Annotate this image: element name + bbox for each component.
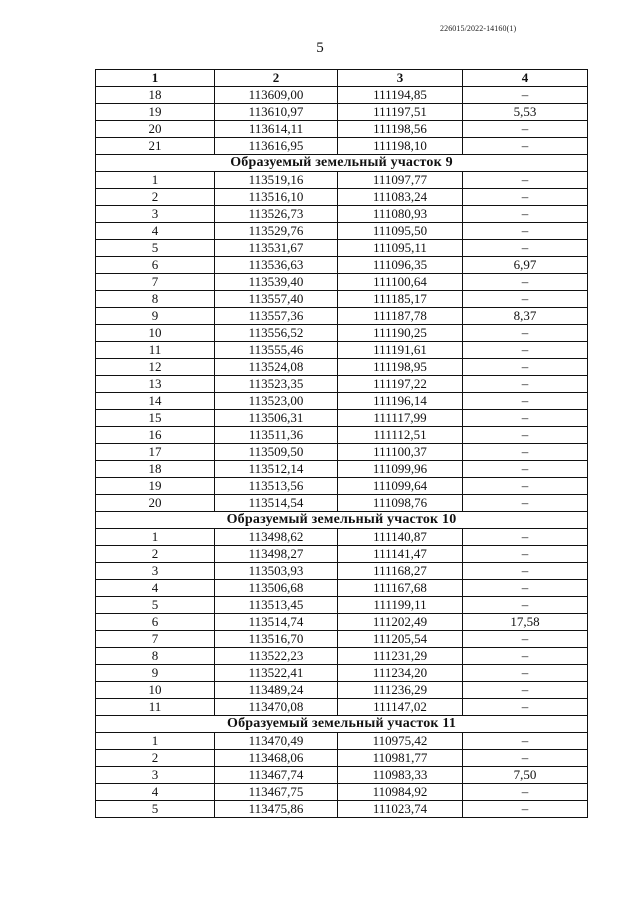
y-coordinate-cell: 111100,37 [338, 444, 463, 461]
distance-cell: 7,50 [463, 767, 588, 784]
point-number-cell: 15 [96, 410, 215, 427]
distance-cell: – [463, 427, 588, 444]
column-header: 3 [338, 70, 463, 87]
point-number-cell: 4 [96, 223, 215, 240]
x-coordinate-cell: 113514,74 [215, 614, 338, 631]
x-coordinate-cell: 113506,31 [215, 410, 338, 427]
x-coordinate-cell: 113509,50 [215, 444, 338, 461]
distance-cell: – [463, 580, 588, 597]
y-coordinate-cell: 111095,50 [338, 223, 463, 240]
table-row [96, 291, 588, 308]
table-row [96, 529, 588, 546]
y-coordinate-cell: 111168,27 [338, 563, 463, 580]
table-row [96, 801, 588, 818]
x-coordinate-cell: 113475,86 [215, 801, 338, 818]
y-coordinate-cell: 111099,96 [338, 461, 463, 478]
point-number-cell: 12 [96, 359, 215, 376]
y-coordinate-cell: 111198,10 [338, 138, 463, 155]
y-coordinate-cell: 111099,64 [338, 478, 463, 495]
table-row [96, 274, 588, 291]
page-number: 5 [316, 40, 324, 56]
table-row [96, 308, 588, 325]
coordinates-table-body [96, 70, 588, 818]
table-row [96, 699, 588, 716]
table-row [96, 750, 588, 767]
y-coordinate-cell: 111197,22 [338, 376, 463, 393]
distance-cell: – [463, 648, 588, 665]
y-coordinate-cell: 111147,02 [338, 699, 463, 716]
table-row [96, 427, 588, 444]
x-coordinate-cell: 113557,40 [215, 291, 338, 308]
coordinates-table [95, 69, 588, 818]
table-row [96, 172, 588, 189]
distance-cell: – [463, 240, 588, 257]
distance-cell: – [463, 563, 588, 580]
point-number-cell: 2 [96, 189, 215, 206]
x-coordinate-cell: 113610,97 [215, 104, 338, 121]
section-title-row [96, 716, 588, 733]
point-number-cell: 8 [96, 291, 215, 308]
table-row [96, 767, 588, 784]
point-number-cell: 10 [96, 682, 215, 699]
table-row [96, 206, 588, 223]
point-number-cell: 17 [96, 444, 215, 461]
distance-cell: – [463, 342, 588, 359]
column-header: 4 [463, 70, 588, 87]
y-coordinate-cell: 111185,17 [338, 291, 463, 308]
distance-cell: – [463, 410, 588, 427]
table-row [96, 376, 588, 393]
table-row [96, 325, 588, 342]
column-header: 2 [215, 70, 338, 87]
section-title-row [96, 155, 588, 172]
distance-cell: – [463, 546, 588, 563]
distance-cell: – [463, 699, 588, 716]
x-coordinate-cell: 113523,35 [215, 376, 338, 393]
table-row [96, 240, 588, 257]
x-coordinate-cell: 113522,23 [215, 648, 338, 665]
distance-cell: 6,97 [463, 257, 588, 274]
y-coordinate-cell: 111100,64 [338, 274, 463, 291]
distance-cell: – [463, 325, 588, 342]
table-header-row [96, 70, 588, 87]
distance-cell: – [463, 478, 588, 495]
distance-cell: – [463, 597, 588, 614]
distance-cell: 17,58 [463, 614, 588, 631]
y-coordinate-cell: 111234,20 [338, 665, 463, 682]
point-number-cell: 19 [96, 104, 215, 121]
point-number-cell: 7 [96, 274, 215, 291]
x-coordinate-cell: 113498,62 [215, 529, 338, 546]
table-row [96, 580, 588, 597]
y-coordinate-cell: 111190,25 [338, 325, 463, 342]
y-coordinate-cell: 111023,74 [338, 801, 463, 818]
y-coordinate-cell: 111141,47 [338, 546, 463, 563]
point-number-cell: 1 [96, 172, 215, 189]
distance-cell: – [463, 223, 588, 240]
table-row [96, 189, 588, 206]
y-coordinate-cell: 110983,33 [338, 767, 463, 784]
x-coordinate-cell: 113519,16 [215, 172, 338, 189]
x-coordinate-cell: 113511,36 [215, 427, 338, 444]
x-coordinate-cell: 113506,68 [215, 580, 338, 597]
x-coordinate-cell: 113503,93 [215, 563, 338, 580]
x-coordinate-cell: 113529,76 [215, 223, 338, 240]
y-coordinate-cell: 111199,11 [338, 597, 463, 614]
table-row [96, 87, 588, 104]
distance-cell: – [463, 172, 588, 189]
distance-cell: – [463, 801, 588, 818]
table-row [96, 444, 588, 461]
y-coordinate-cell: 111080,93 [338, 206, 463, 223]
distance-cell: – [463, 529, 588, 546]
distance-cell: – [463, 206, 588, 223]
table-row [96, 393, 588, 410]
point-number-cell: 5 [96, 240, 215, 257]
point-number-cell: 9 [96, 665, 215, 682]
y-coordinate-cell: 111096,35 [338, 257, 463, 274]
distance-cell: – [463, 665, 588, 682]
point-number-cell: 4 [96, 784, 215, 801]
y-coordinate-cell: 111231,29 [338, 648, 463, 665]
y-coordinate-cell: 111097,77 [338, 172, 463, 189]
x-coordinate-cell: 113489,24 [215, 682, 338, 699]
y-coordinate-cell: 111194,85 [338, 87, 463, 104]
x-coordinate-cell: 113516,10 [215, 189, 338, 206]
y-coordinate-cell: 110984,92 [338, 784, 463, 801]
y-coordinate-cell: 111187,78 [338, 308, 463, 325]
x-coordinate-cell: 113531,67 [215, 240, 338, 257]
distance-cell: – [463, 189, 588, 206]
table-row [96, 359, 588, 376]
distance-cell: – [463, 274, 588, 291]
point-number-cell: 2 [96, 750, 215, 767]
point-number-cell: 19 [96, 478, 215, 495]
table-row [96, 223, 588, 240]
distance-cell: 8,37 [463, 308, 588, 325]
y-coordinate-cell: 111236,29 [338, 682, 463, 699]
point-number-cell: 3 [96, 206, 215, 223]
x-coordinate-cell: 113468,06 [215, 750, 338, 767]
x-coordinate-cell: 113522,41 [215, 665, 338, 682]
x-coordinate-cell: 113467,75 [215, 784, 338, 801]
distance-cell: – [463, 733, 588, 750]
table-row [96, 563, 588, 580]
y-coordinate-cell: 111095,11 [338, 240, 463, 257]
distance-cell: – [463, 376, 588, 393]
distance-cell: 5,53 [463, 104, 588, 121]
distance-cell: – [463, 393, 588, 410]
table-row [96, 121, 588, 138]
x-coordinate-cell: 113556,52 [215, 325, 338, 342]
document-registration-number: 226015/2022-14160(1) [440, 24, 517, 33]
x-coordinate-cell: 113498,27 [215, 546, 338, 563]
distance-cell: – [463, 682, 588, 699]
table-row [96, 257, 588, 274]
point-number-cell: 18 [96, 461, 215, 478]
table-row [96, 410, 588, 427]
point-number-cell: 14 [96, 393, 215, 410]
point-number-cell: 21 [96, 138, 215, 155]
table-row [96, 682, 588, 699]
column-header: 1 [96, 70, 215, 87]
table-row [96, 461, 588, 478]
y-coordinate-cell: 111205,54 [338, 631, 463, 648]
point-number-cell: 16 [96, 427, 215, 444]
y-coordinate-cell: 111202,49 [338, 614, 463, 631]
x-coordinate-cell: 113513,45 [215, 597, 338, 614]
y-coordinate-cell: 111196,14 [338, 393, 463, 410]
point-number-cell: 1 [96, 529, 215, 546]
x-coordinate-cell: 113524,08 [215, 359, 338, 376]
point-number-cell: 7 [96, 631, 215, 648]
distance-cell: – [463, 631, 588, 648]
x-coordinate-cell: 113467,74 [215, 767, 338, 784]
point-number-cell: 6 [96, 614, 215, 631]
point-number-cell: 18 [96, 87, 215, 104]
y-coordinate-cell: 111167,68 [338, 580, 463, 597]
y-coordinate-cell: 110981,77 [338, 750, 463, 767]
point-number-cell: 20 [96, 121, 215, 138]
table-row [96, 546, 588, 563]
x-coordinate-cell: 113512,14 [215, 461, 338, 478]
section-title: Образуемый земельный участок 9 [96, 155, 588, 172]
y-coordinate-cell: 111098,76 [338, 495, 463, 512]
table-row [96, 138, 588, 155]
x-coordinate-cell: 113523,00 [215, 393, 338, 410]
x-coordinate-cell: 113555,46 [215, 342, 338, 359]
point-number-cell: 10 [96, 325, 215, 342]
point-number-cell: 1 [96, 733, 215, 750]
x-coordinate-cell: 113470,49 [215, 733, 338, 750]
x-coordinate-cell: 113516,70 [215, 631, 338, 648]
y-coordinate-cell: 111112,51 [338, 427, 463, 444]
distance-cell: – [463, 784, 588, 801]
y-coordinate-cell: 111198,95 [338, 359, 463, 376]
point-number-cell: 3 [96, 563, 215, 580]
distance-cell: – [463, 121, 588, 138]
point-number-cell: 4 [96, 580, 215, 597]
section-title: Образуемый земельный участок 11 [96, 716, 588, 733]
section-title-row [96, 512, 588, 529]
distance-cell: – [463, 495, 588, 512]
y-coordinate-cell: 111191,61 [338, 342, 463, 359]
table-row [96, 784, 588, 801]
table-row [96, 648, 588, 665]
point-number-cell: 5 [96, 801, 215, 818]
y-coordinate-cell: 111197,51 [338, 104, 463, 121]
point-number-cell: 6 [96, 257, 215, 274]
point-number-cell: 20 [96, 495, 215, 512]
distance-cell: – [463, 291, 588, 308]
table-row [96, 104, 588, 121]
x-coordinate-cell: 113609,00 [215, 87, 338, 104]
point-number-cell: 5 [96, 597, 215, 614]
table-row [96, 614, 588, 631]
table-row [96, 665, 588, 682]
point-number-cell: 11 [96, 699, 215, 716]
table-row [96, 597, 588, 614]
x-coordinate-cell: 113536,63 [215, 257, 338, 274]
x-coordinate-cell: 113514,54 [215, 495, 338, 512]
point-number-cell: 9 [96, 308, 215, 325]
distance-cell: – [463, 750, 588, 767]
point-number-cell: 11 [96, 342, 215, 359]
y-coordinate-cell: 111083,24 [338, 189, 463, 206]
point-number-cell: 3 [96, 767, 215, 784]
distance-cell: – [463, 138, 588, 155]
distance-cell: – [463, 87, 588, 104]
point-number-cell: 13 [96, 376, 215, 393]
distance-cell: – [463, 444, 588, 461]
x-coordinate-cell: 113513,56 [215, 478, 338, 495]
table-row [96, 342, 588, 359]
table-row [96, 495, 588, 512]
point-number-cell: 8 [96, 648, 215, 665]
x-coordinate-cell: 113616,95 [215, 138, 338, 155]
table-row [96, 631, 588, 648]
y-coordinate-cell: 111117,99 [338, 410, 463, 427]
y-coordinate-cell: 110975,42 [338, 733, 463, 750]
table-row [96, 478, 588, 495]
y-coordinate-cell: 111198,56 [338, 121, 463, 138]
x-coordinate-cell: 113470,08 [215, 699, 338, 716]
distance-cell: – [463, 359, 588, 376]
distance-cell: – [463, 461, 588, 478]
table-row [96, 733, 588, 750]
x-coordinate-cell: 113539,40 [215, 274, 338, 291]
x-coordinate-cell: 113557,36 [215, 308, 338, 325]
y-coordinate-cell: 111140,87 [338, 529, 463, 546]
section-title: Образуемый земельный участок 10 [96, 512, 588, 529]
x-coordinate-cell: 113614,11 [215, 121, 338, 138]
x-coordinate-cell: 113526,73 [215, 206, 338, 223]
point-number-cell: 2 [96, 546, 215, 563]
